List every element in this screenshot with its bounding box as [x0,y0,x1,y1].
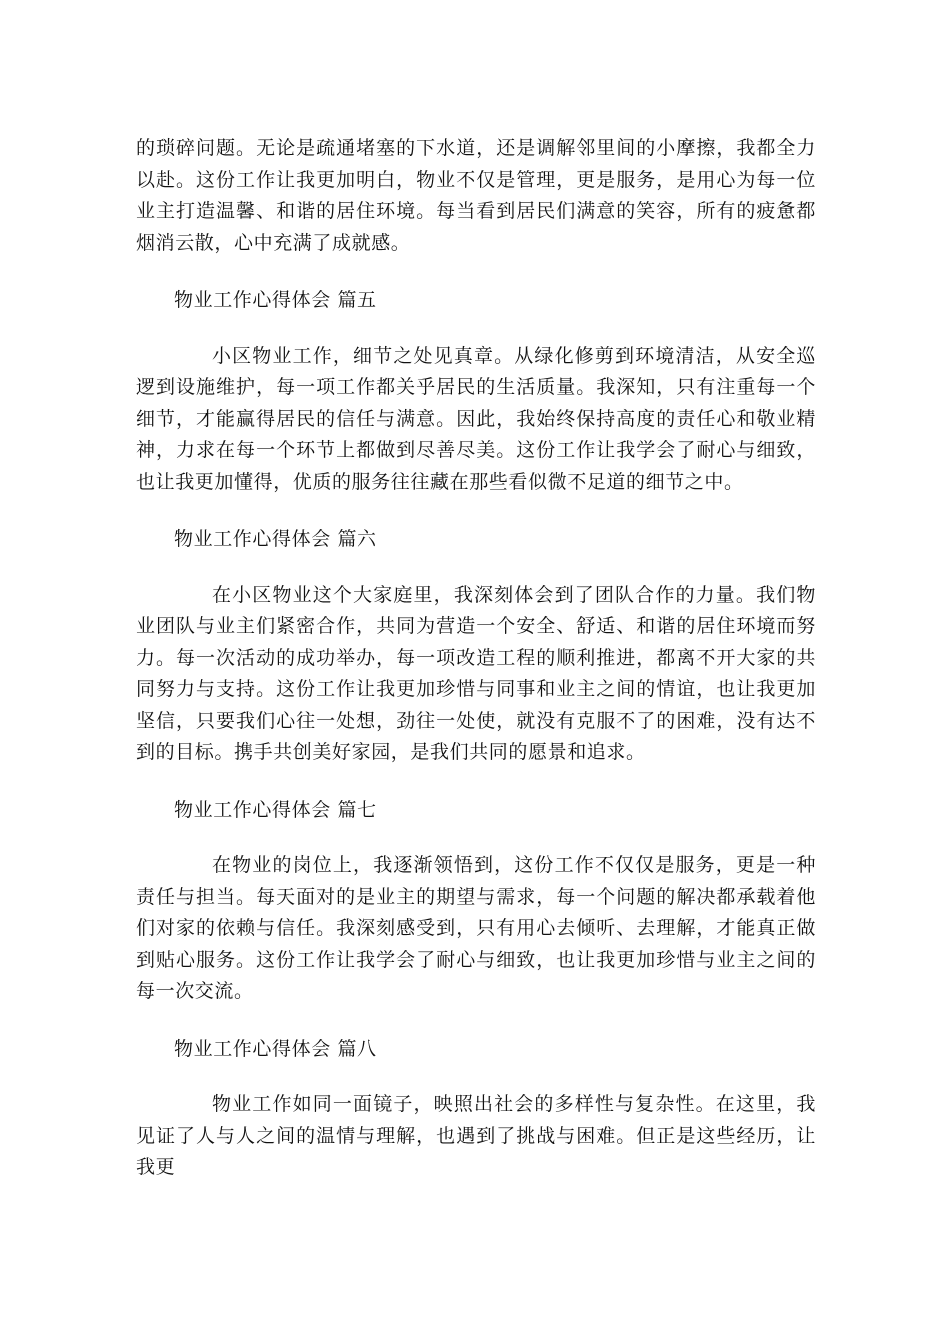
section-paragraph-6: 在小区物业这个大家庭里，我深刻体会到了团队合作的力量。我们物业团队与业主们紧密合作，共同为营造一个安全、舒适、和谐的居住环境而努力。每一次活动的成功举办，每一项改造工程的顺利推进，都离不开大家的共同努力与支持。这份工作让我更加珍惜与同事和业主之间的情谊，也让我更加坚信，只要我们心往一处想，劲往一处使，就没有克服不了的困难，没有达不到的目标。携手共创美好家园，是我们共同的愿景和追求。 [136,583,816,763]
section-paragraph-5: 小区物业工作，细节之处见真章。从绿化修剪到环境清洁，从安全巡逻到设施维护，每一项工作都关乎居民的生活质量。我深知，只有注重每一个细节，才能赢得居民的信任与满意。因此，我始终保持高度的责任心和敬业精神，力求在每一个环节上都做到尽善尽美。这份工作让我学会了耐心与细致，也让我更加懂得，优质的服务往往藏在那些看似微不足道的细节之中。 [136,344,816,493]
section-paragraph-8: 物业工作如同一面镜子，映照出社会的多样性与复杂性。在这里，我见证了人与人之间的温情与理解，也遇到了挑战与困难。但正是这些经历，让我更 [136,1093,816,1178]
continuation-paragraph: 的琐碎问题。无论是疏通堵塞的下水道，还是调解邻里间的小摩擦，我都全力以赴。这份工作让我更加明白，物业不仅是管理，更是服务，是用心为每一位业主打造温馨、和谐的居住环境。每当看到居民们满意的笑容，所有的疲惫都烟消云散，心中充满了成就感。 [136,137,816,254]
section-paragraph-7: 在物业的岗位上，我逐渐领悟到，这份工作不仅仅是服务，更是一种责任与担当。每天面对的是业主的期望与需求，每一个问题的解决都承载着他们对家的依赖与信任。我深刻感受到，只有用心去倾听、去理解，才能真正做到贴心服务。这份工作让我学会了耐心与细致，也让我更加珍惜与业主之间的每一次交流。 [136,854,816,1002]
section-heading-7: 物业工作心得体会 篇七 [174,798,377,821]
section-heading-5: 物业工作心得体会 篇五 [174,289,377,311]
section-heading-6: 物业工作心得体会 篇六 [174,528,377,550]
section-heading-8: 物业工作心得体会 篇八 [174,1037,377,1060]
document-body [136,133,816,1184]
